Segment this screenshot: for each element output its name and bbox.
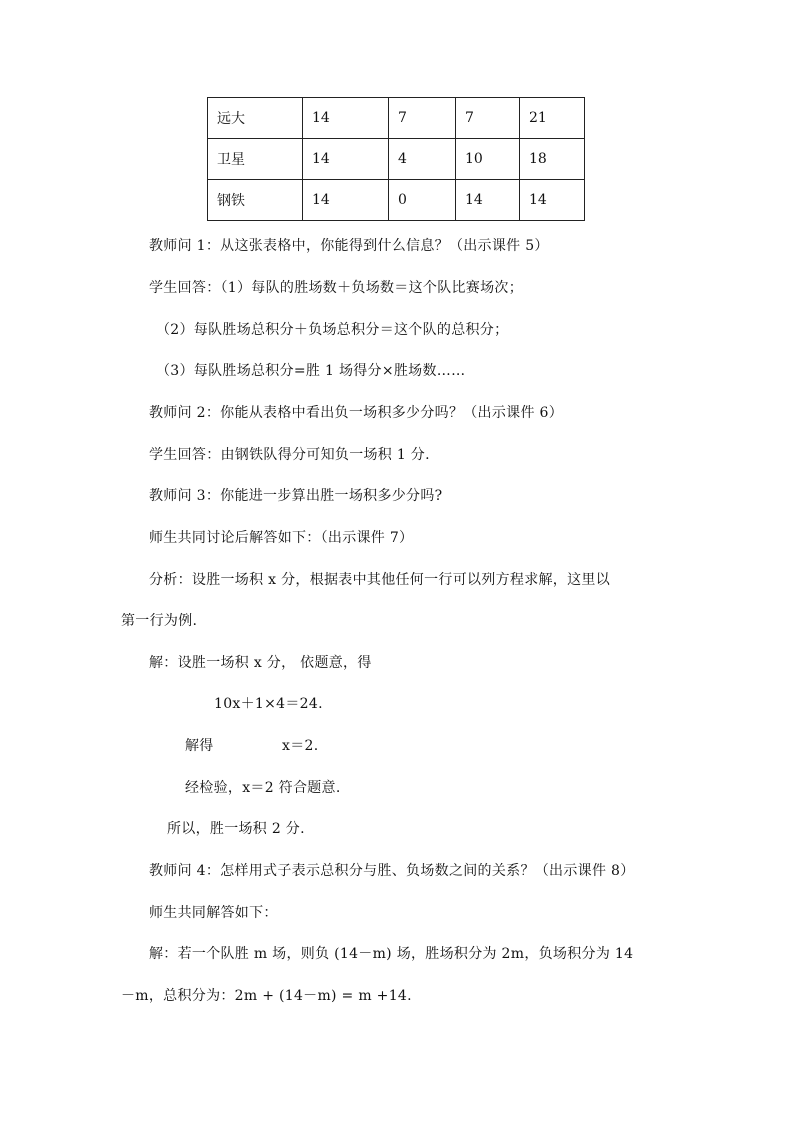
discussion-intro: 师生共同讨论后解答如下：（出示课件 7） — [149, 530, 414, 546]
solve-result: x＝2. — [282, 738, 319, 754]
table-cell: 4 — [389, 139, 456, 180]
table-cell: 0 — [389, 180, 456, 221]
joint-answer-intro: 师生共同解答如下： — [149, 905, 278, 921]
table-cell: 14 — [303, 139, 389, 180]
table-cell: 14 — [303, 180, 389, 221]
table-row — [208, 98, 585, 139]
table-cell: 14 — [456, 180, 520, 221]
teacher-question-3: 教师问 3：你能进一步算出胜一场积多少分吗? — [149, 488, 443, 504]
table-cell: 18 — [520, 139, 585, 180]
teacher-question-1: 教师问 1：从这张表格中，你能得到什么信息？（出示课件 5） — [149, 238, 549, 254]
table-cell: 21 — [520, 98, 585, 139]
score-table-body — [208, 98, 585, 221]
solution-intro: 解：设胜一场积 x 分， 依题意，得 — [149, 655, 372, 671]
analysis-line: 分析：设胜一场积 x 分，根据表中其他任何一行可以列方程求解，这里以 — [149, 572, 610, 588]
team-name-cell: 钢铁 — [208, 180, 303, 221]
verification: 经检验，x＝2 符合题意. — [185, 780, 341, 796]
student-answer-2: 学生回答：由钢铁队得分可知负一场积 1 分. — [149, 447, 430, 463]
table-cell: 7 — [389, 98, 456, 139]
answer-point-2: （2）每队胜场总积分＋负场总积分＝这个队的总积分； — [156, 322, 509, 338]
general-solution: 解：若一个队胜 m 场，则负 (14－m) 场，胜场积分为 2m，负场积分为 14 — [149, 946, 634, 962]
conclusion: 所以，胜一场积 2 分. — [167, 821, 305, 837]
table-cell: 7 — [456, 98, 520, 139]
teacher-question-2: 教师问 2：你能从表格中看出负一场积多少分吗？（出示课件 6） — [149, 405, 564, 421]
teacher-question-4: 教师问 4：怎样用式子表示总积分与胜、负场数之间的关系？（出示课件 8） — [149, 863, 635, 879]
table-cell: 14 — [520, 180, 585, 221]
student-answer-1: 学生回答：（1）每队的胜场数＋负场数＝这个队比赛场次； — [149, 280, 524, 296]
team-name-cell: 卫星 — [208, 139, 303, 180]
table-row — [208, 180, 585, 221]
answer-point-3: （3）每队胜场总积分=胜 1 场得分×胜场数…… — [156, 363, 466, 379]
table-row — [208, 139, 585, 180]
solve-label: 解得 — [185, 738, 214, 754]
score-table — [207, 97, 585, 221]
table-cell: 14 — [303, 98, 389, 139]
general-solution-continuation: －m，总积分为：2m + (14－m) = m +14. — [121, 988, 412, 1004]
team-name-cell: 远大 — [208, 98, 303, 139]
analysis-continuation: 第一行为例. — [121, 613, 198, 629]
table-cell: 10 — [456, 139, 520, 180]
equation: 10x＋1×4＝24. — [214, 696, 323, 712]
